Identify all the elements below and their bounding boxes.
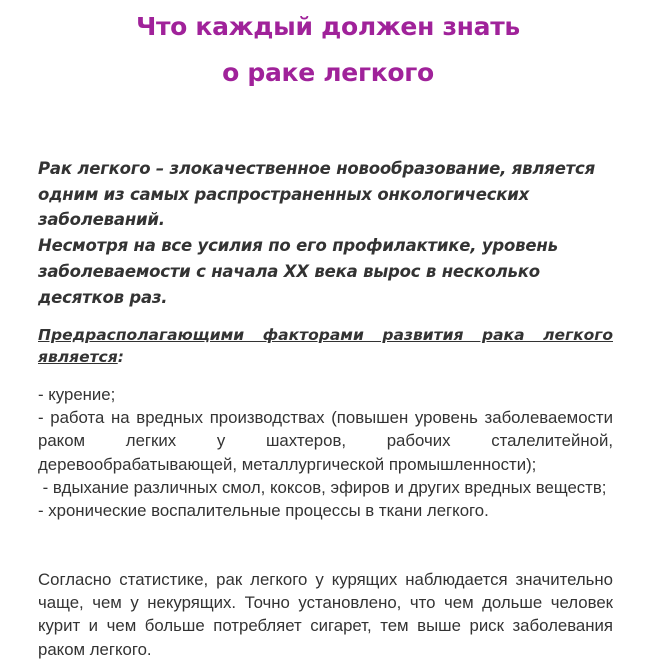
factors-heading [38,324,613,368]
intro-paragraph-1: Рак легкого – злокачественное новообразование, является одним из самых распространенных онкологических заболеваний. [38,159,596,230]
page-title-line-1: Что каждый должен знать [136,12,520,41]
list-item: - хронические воспалительные процессы в ткани легкого. [38,501,489,521]
list-item: - вдыхание различных смол, коксов, эфиров и других вредных веществ; [38,477,607,497]
list-item: - работа на вредных производствах (повышен уровень заболеваемости раком легких у шахтеров, рабочих сталелитейной, деревообрабатывающей, металлургической промышленности); [38,408,613,474]
list-item: - курение; [38,385,116,404]
page-title-line-2: о раке легкого [222,58,434,87]
intro-block [38,156,628,310]
factors-heading-colon: : [117,348,124,366]
factors-heading-text: Предрасполагающими факторами развития рака легкого является [38,326,613,366]
risk-factors-list [38,383,613,522]
statistics-paragraph: Согласно статистике, рак легкого у курящих наблюдается значительно чаще, чем у некурящих. Точно установлено, что чем дольше человек курит и чем больше потребляет сигарет, тем выше риск заболевания раком легкого. [38,570,613,659]
intro-paragraph-2: Несмотря на все усилия по его профилактике, уровень заболеваемости с начала XX века вырос в несколько десятков раз. [38,236,558,307]
